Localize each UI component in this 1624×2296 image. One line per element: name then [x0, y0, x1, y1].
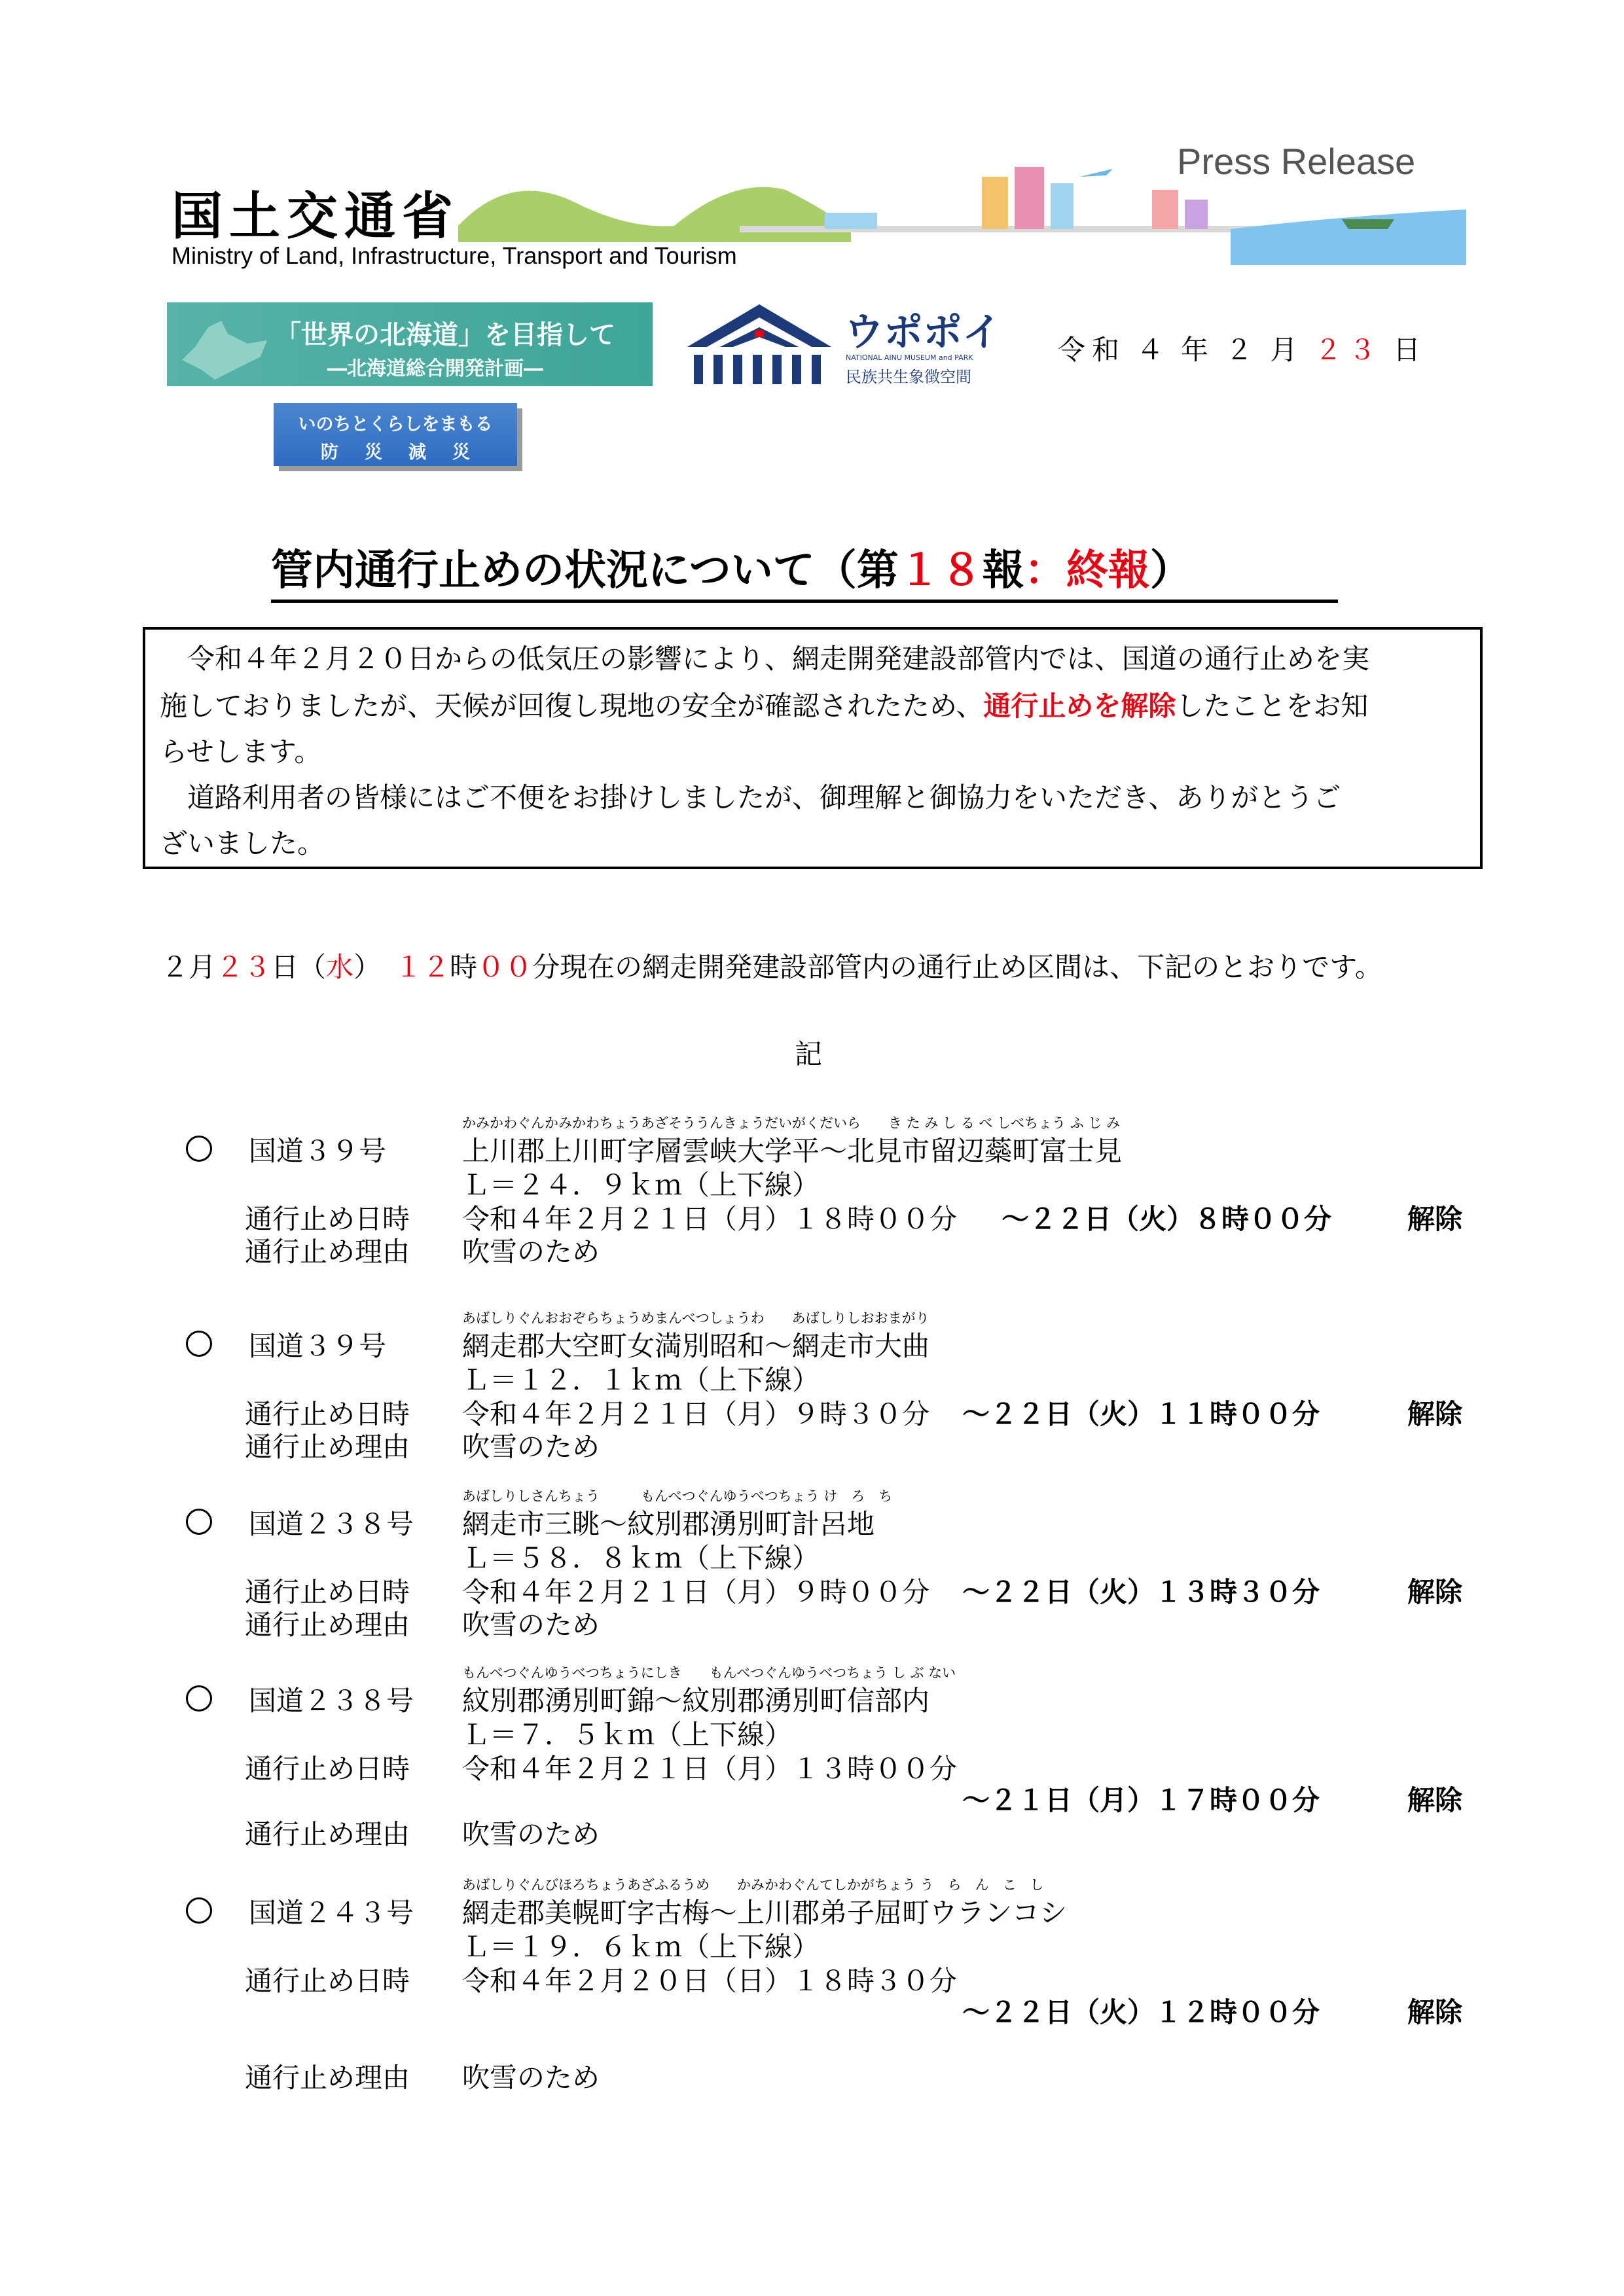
closure-reason-label: 通行止め理由: [245, 1236, 410, 1268]
section-ruby: もんべつぐんゆうべつちょうにしき もんべつぐんゆうべつちょう し ぶ ない: [462, 1665, 956, 1681]
closure-date-label: 通行止め日時: [245, 1398, 410, 1430]
closure-reason-label: 通行止め理由: [245, 1818, 410, 1850]
closure-status: 解除: [1407, 1398, 1463, 1430]
notice-line: 施しておりましたが、天候が回復し現地の安全が確認されたため、通行止めを解除したことをお知: [160, 690, 1369, 722]
ministry-skyline-illustration: [458, 164, 1466, 265]
closure-reason: 吹雪のため: [462, 2062, 600, 2094]
status-intro: ２月２３日（水） １２時００分現在の網走開発建設部管内の通行止め区間は、下記のとおりです。: [161, 951, 1382, 983]
closure-start: 令和４年２月２１日（月）９時３０分: [462, 1398, 930, 1430]
section-ruby: あばしりぐんびほろちょうあざふるうめ かみかわぐんてしかがちょう う ら ん こ し: [462, 1877, 1044, 1893]
page-title: 管内通行止めの状況について（第１８報：終報）: [271, 537, 1338, 603]
building-shape: [982, 177, 1008, 229]
closure-status: 解除: [1407, 1996, 1463, 2028]
section-length: Ｌ＝１９．６ｋｍ（上下線）: [462, 1931, 820, 1963]
bullet-circle: [186, 1136, 212, 1162]
closure-status: 解除: [1407, 1576, 1463, 1608]
hokkaido-banner-title: 「世界の北海道」を目指して: [275, 320, 615, 350]
section-name: 網走市三眺～紋別郡湧別町計呂地: [462, 1508, 875, 1540]
closure-end: ～２２日（火）１２時００分: [962, 1996, 1320, 2028]
upopoy-name: ウポポイ: [844, 310, 1001, 355]
bullet-circle: [186, 1509, 212, 1535]
section-ruby: あばしりぐんおおぞらちょうめまんべつしょうわ あばしりしおおまがり: [462, 1310, 929, 1326]
closure-reason: 吹雪のため: [462, 1609, 600, 1641]
notice-line: らせします。: [160, 736, 322, 768]
closure-start: 令和４年２月２１日（月）９時００分: [462, 1576, 930, 1608]
press-release-label: Press Release: [1177, 141, 1416, 182]
closure-status: 解除: [1407, 1203, 1463, 1235]
closure-date-label: 通行止め日時: [245, 1203, 410, 1235]
closure-end: ～２２日（火）８時００分: [1001, 1203, 1332, 1235]
closure-start: 令和４年２月２０日（日）１８時３０分: [462, 1965, 958, 1997]
section-name: 網走郡大空町女満別昭和～網走市大曲: [462, 1330, 930, 1362]
bullet-circle: [186, 1897, 212, 1924]
notice-line: ざいました。: [160, 827, 325, 859]
notice-line: 道路利用者の皆様にはご不便をお掛けしましたが、御理解と御協力をいただき、ありがとうご: [160, 781, 1341, 814]
closure-reason-label: 通行止め理由: [245, 1609, 410, 1641]
section-length: Ｌ＝７．５ｋｍ（上下線）: [462, 1719, 793, 1751]
route-name: 国道２３８号: [249, 1685, 414, 1717]
building-shape: [1152, 190, 1178, 229]
route-name: 国道２４３号: [249, 1897, 414, 1929]
closure-reason-label: 通行止め理由: [245, 2062, 410, 2094]
release-date: 令和 ４ 年 ２ 月 ２３ 日: [1058, 334, 1428, 366]
closure-end: ～２２日（火）１３時３０分: [962, 1576, 1320, 1608]
lifted-highlight: 通行止めを解除: [983, 690, 1176, 722]
bullet-circle: [186, 1685, 212, 1712]
closure-reason: 吹雪のため: [462, 1818, 600, 1850]
train-shape: [825, 213, 877, 229]
closure-end: ～２２日（火）１１時００分: [962, 1398, 1320, 1430]
closure-date-label: 通行止め日時: [245, 1753, 410, 1785]
closure-date-label: 通行止め日時: [245, 1965, 410, 1997]
upopoy-name-en: NATIONAL AINU MUSEUM and PARK: [846, 353, 973, 362]
closure-status: 解除: [1407, 1784, 1463, 1816]
building-shape: [1015, 167, 1044, 229]
ministry-name-ja: 国土交通省: [171, 187, 460, 246]
closure-reason: 吹雪のため: [462, 1431, 600, 1463]
closure-reason: 吹雪のため: [462, 1236, 600, 1268]
closure-end: ～２１日（月）１７時００分: [962, 1784, 1320, 1816]
ki-heading: 記: [795, 1038, 823, 1070]
closure-reason-label: 通行止め理由: [245, 1431, 410, 1463]
section-ruby: かみかわぐんかみかわちょうあざそううんきょうだいがくだいら き た み し る べ しべちょう ふ じ み: [462, 1115, 1121, 1131]
section-name: 紋別郡湧別町錦～紋別郡湧別町信部内: [462, 1685, 930, 1717]
building-shape: [1185, 200, 1208, 229]
hokkaido-banner-subtitle: ―北海道総合開発計画―: [327, 357, 543, 380]
section-length: Ｌ＝２４．９ｋｍ（上下線）: [462, 1169, 820, 1201]
section-ruby: あばしりしさんちょう もんべつぐんゆうべつちょう け ろ ち: [462, 1488, 893, 1504]
notice-line: 令和４年２月２０日からの低気圧の影響により、網走開発建設部管内では、国道の通行止めを実: [160, 643, 1370, 675]
closure-start: 令和４年２月２１日（月）１８時００分: [462, 1203, 958, 1235]
sea-shape: [1231, 209, 1466, 265]
route-name: 国道３９号: [249, 1330, 387, 1362]
bullet-circle: [186, 1331, 212, 1357]
ship-icon: [1342, 219, 1394, 229]
section-name: 上川郡上川町字層雲峡大学平～北見市留辺蘂町富士見: [462, 1135, 1123, 1167]
disaster-prevention-badge: いのちとくらしをまもる 防災減災: [274, 403, 517, 466]
section-length: Ｌ＝５８．８ｋｍ（上下線）: [462, 1542, 820, 1574]
airplane-icon: [1080, 169, 1113, 177]
closure-date-label: 通行止め日時: [245, 1576, 410, 1608]
building-shape: [1051, 183, 1074, 229]
section-name: 網走郡美幌町字古梅～上川郡弟子屈町ウランコシ: [462, 1897, 1068, 1929]
upopoy-logo-icon: [681, 301, 838, 386]
hokkaido-map-icon: [175, 308, 274, 383]
ministry-name-en: Ministry of Land, Infrastructure, Transport and Tourism: [171, 242, 737, 269]
green-hills-shape: [458, 187, 851, 242]
section-length: Ｌ＝１２．１ｋｍ（上下線）: [462, 1364, 820, 1396]
route-name: 国道３９号: [249, 1135, 387, 1167]
closure-start: 令和４年２月２１日（月）１３時００分: [462, 1753, 958, 1785]
notice-box: [143, 627, 1483, 869]
upopoy-name-ja: 民族共生象徴空間: [846, 368, 971, 386]
route-name: 国道２３８号: [249, 1508, 414, 1540]
